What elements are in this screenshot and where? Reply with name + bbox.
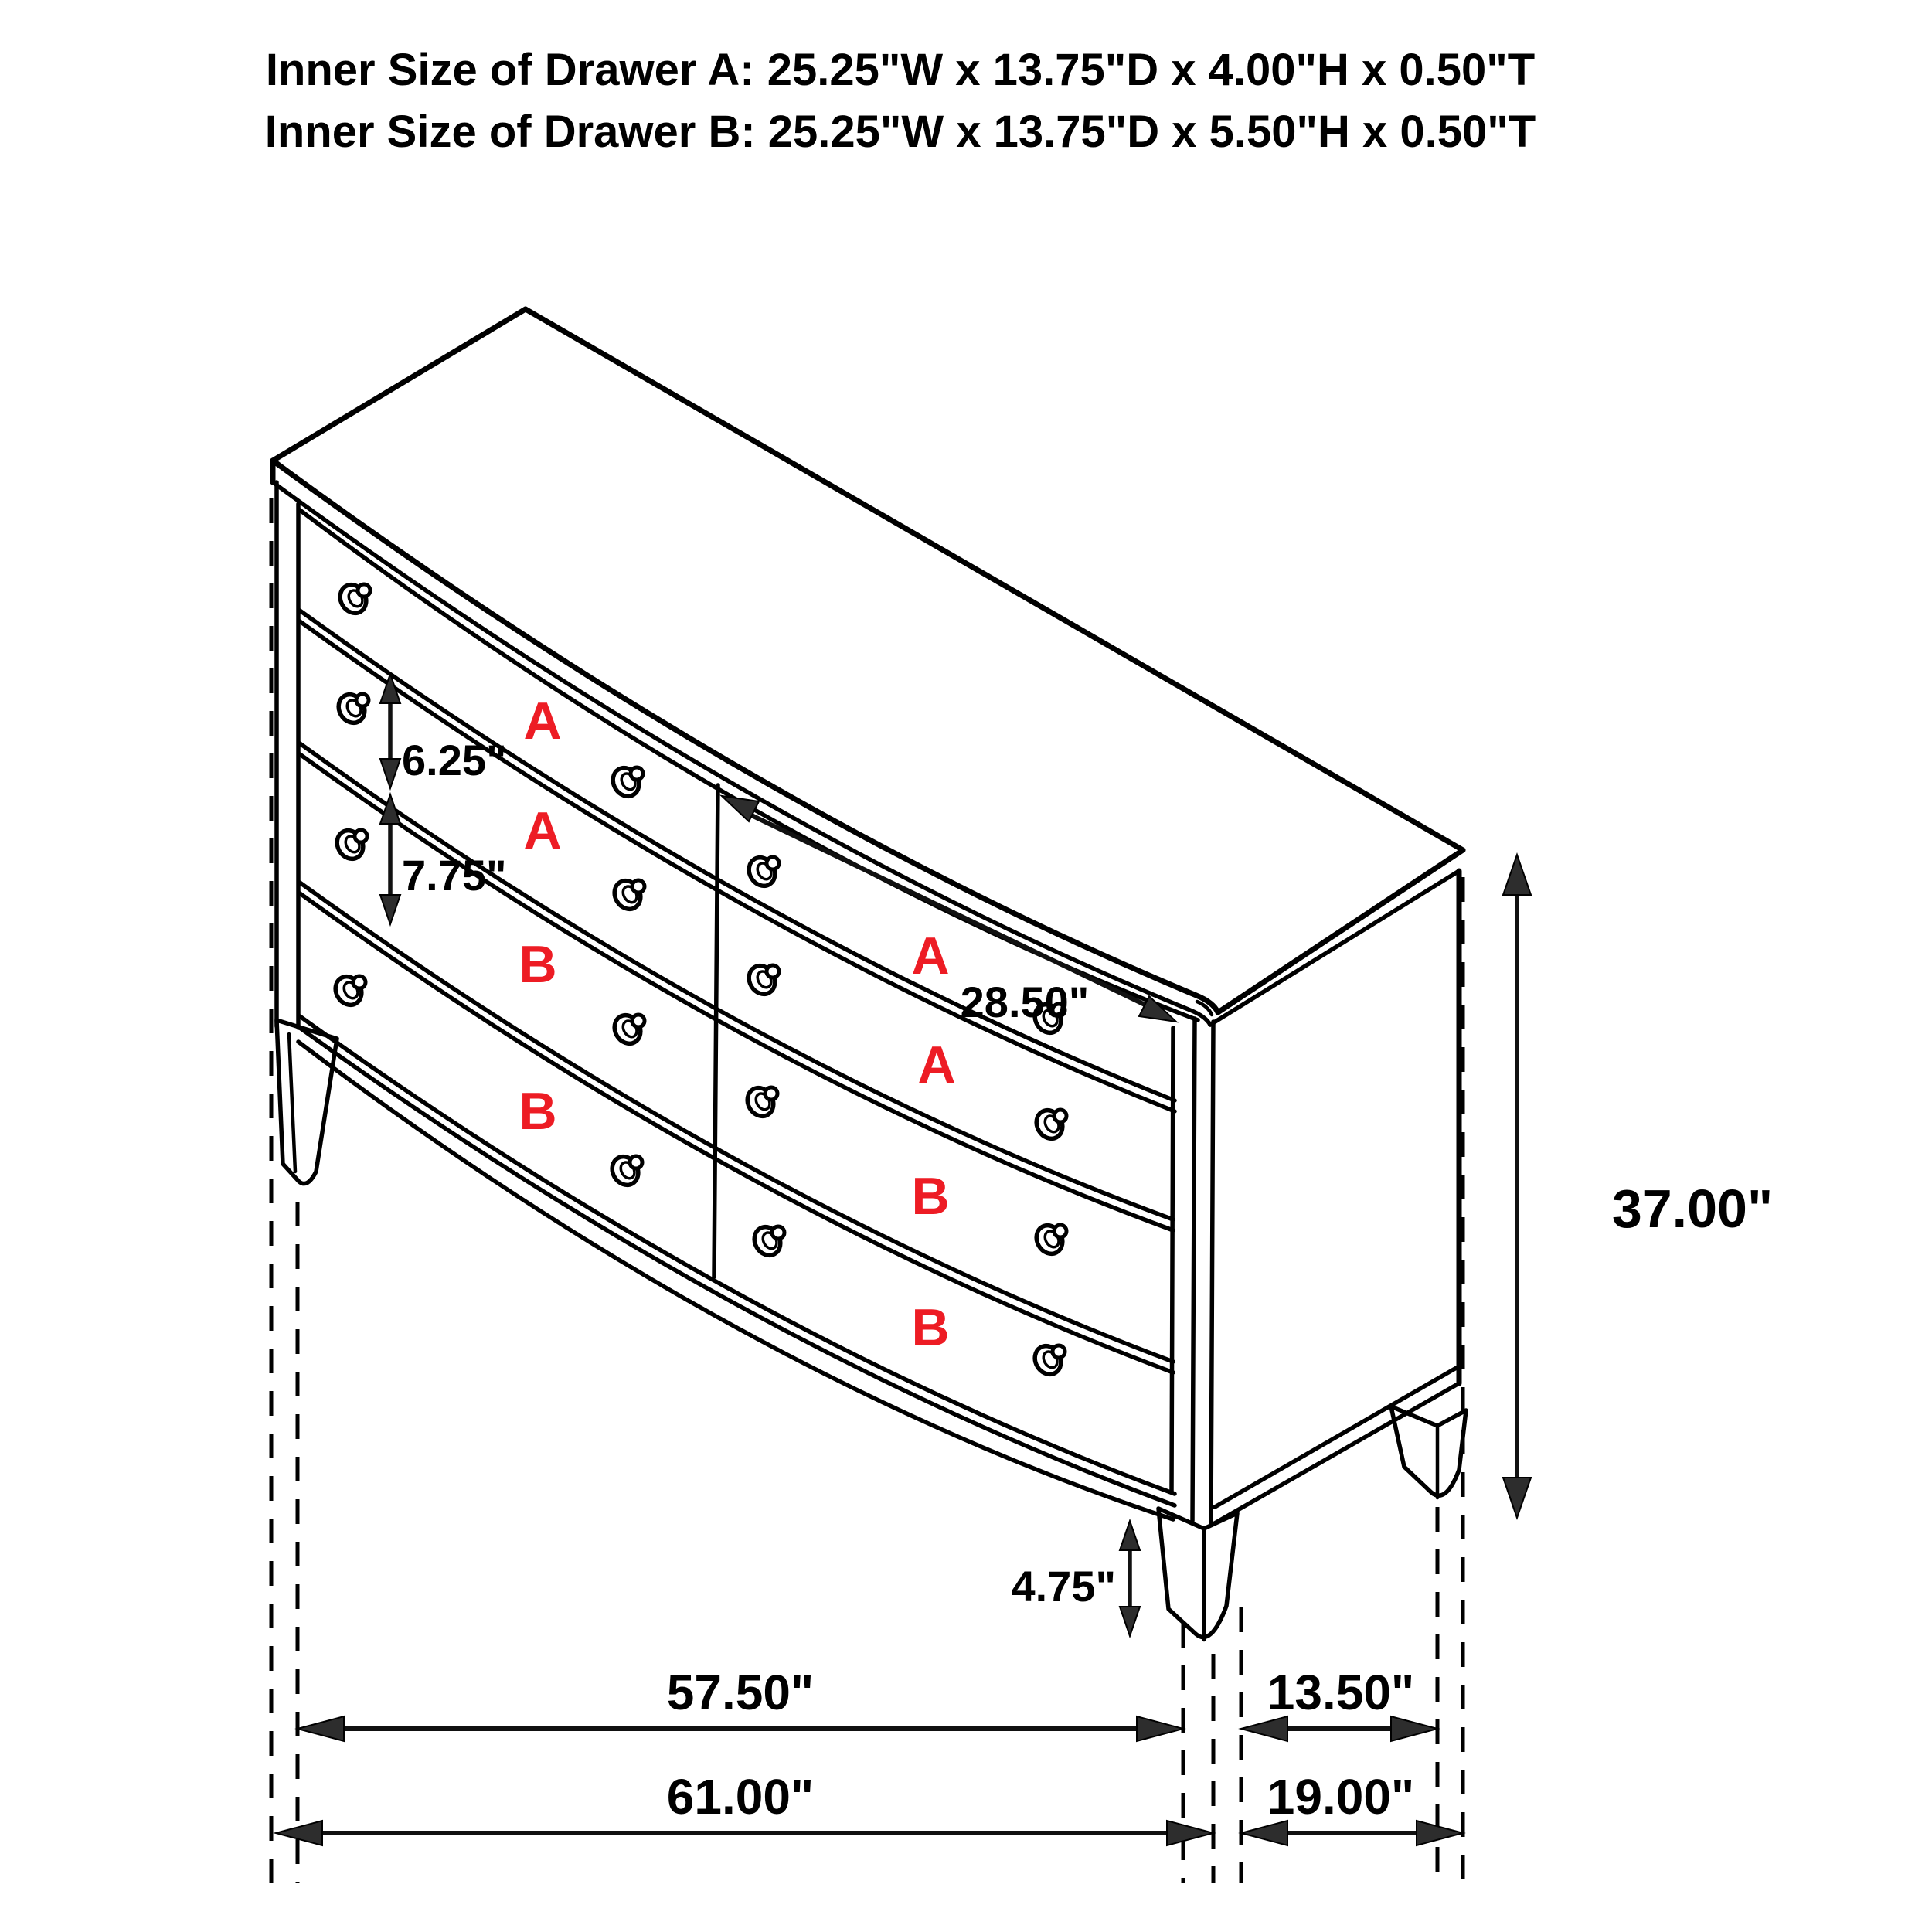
arrowhead-right-icon [1167, 1821, 1213, 1845]
knob-icon [1032, 1221, 1068, 1259]
dim-label-case-width: 57.50" [666, 1665, 815, 1720]
dimension-overall-height [1503, 855, 1773, 1518]
dimension-leg-height [1011, 1521, 1140, 1636]
skirt-mid-curve [300, 1028, 1175, 1505]
drawer-label-left-3: B [519, 935, 557, 994]
dim-label-drawer-column-width: 28.50" [960, 978, 1090, 1026]
front-left-leg-outline [277, 1020, 337, 1184]
knob-icon [750, 1223, 786, 1260]
front-right-leg [1158, 1509, 1237, 1640]
arrowhead-down-icon [1503, 1478, 1531, 1518]
arrowhead-down-icon [380, 759, 400, 788]
knob-icon [610, 876, 646, 914]
center-divider [714, 785, 718, 1277]
dim-label-overall-height: 37.00" [1611, 1179, 1774, 1239]
top-back-right-edge [526, 309, 1463, 850]
dresser-side-panel [1213, 871, 1459, 1524]
drawer-label-left-2: A [523, 801, 562, 860]
knob-icon [335, 580, 372, 618]
arrowhead-down-icon [380, 895, 400, 924]
dim-label-drawer-a-height: 6.25" [402, 736, 507, 784]
knob-icon [334, 690, 370, 728]
knob-icon [744, 853, 781, 891]
dim-label-overall-width: 61.00" [666, 1769, 815, 1825]
dim-label-leg-depth-span: 13.50" [1267, 1665, 1415, 1720]
knob-icon [610, 1011, 646, 1049]
knob-icon [743, 1083, 779, 1121]
arrowhead-up-icon [380, 794, 400, 824]
top-back-left-edge [273, 309, 526, 461]
knob-icon [607, 1152, 644, 1190]
dim-label-leg-height: 4.75" [1011, 1562, 1116, 1611]
drawer-label-left-4: B [519, 1082, 557, 1141]
title-line-2: Inner Size of Drawer B: 25.25"W x 13.75"D x 5.50"H x 0.50"T [264, 107, 1536, 157]
back-right-leg-outline [1391, 1406, 1466, 1495]
title-line-1: Inner Size of Drawer A: 25.25"W x 13.75"D x 4.00"H x 0.50"T [265, 45, 1536, 95]
dimension-case-width [298, 1665, 1183, 1741]
right-post-outer-edge [1211, 1022, 1213, 1524]
drawer-label-left-1: A [523, 692, 562, 750]
drawer-label-right-2: A [917, 1036, 956, 1094]
knob-icon [331, 972, 367, 1010]
arrowhead-up-icon [1503, 855, 1531, 895]
dim-label-overall-depth: 19.00" [1267, 1769, 1415, 1825]
arrowhead-right-icon [1137, 1716, 1183, 1741]
knob-icon [332, 826, 369, 864]
knob-icon [1030, 1342, 1066, 1379]
top-right-edge [1218, 850, 1463, 1012]
dimension-overall-depth [1241, 1769, 1463, 1845]
knob-icon [1032, 1106, 1068, 1144]
back-right-leg [1391, 1406, 1466, 1498]
right-post-corner-edge [1192, 1019, 1195, 1521]
drawer-label-right-1: A [911, 927, 950, 985]
drawer-label-right-3: B [911, 1167, 950, 1226]
front-right-leg-outline [1158, 1509, 1237, 1638]
arrowhead-up-icon [1120, 1521, 1140, 1550]
drawer-label-right-4: B [911, 1298, 950, 1357]
dresser-top [273, 309, 1463, 1025]
drawer-letter-labels [519, 692, 955, 1357]
front-left-leg [277, 1020, 337, 1184]
front-left-leg-corner-line [289, 1034, 295, 1172]
dimension-overall-width [276, 1769, 1213, 1845]
title-block [265, 45, 1536, 157]
arrowhead-down-icon [1120, 1607, 1140, 1636]
knob-icon [608, 764, 645, 801]
right-post-inner-edge [1172, 1028, 1173, 1492]
dim-label-drawer-b-height: 7.75" [402, 851, 507, 900]
arrowhead-right-icon [1417, 1821, 1463, 1845]
arrowhead-left-icon [298, 1716, 344, 1741]
side-top-edge [1210, 871, 1459, 1025]
knob-icon [744, 961, 781, 999]
dimension-leg-depth-span [1241, 1665, 1437, 1741]
side-bottom-edge [1213, 1383, 1459, 1524]
skirt-top-curve [300, 1016, 1175, 1494]
